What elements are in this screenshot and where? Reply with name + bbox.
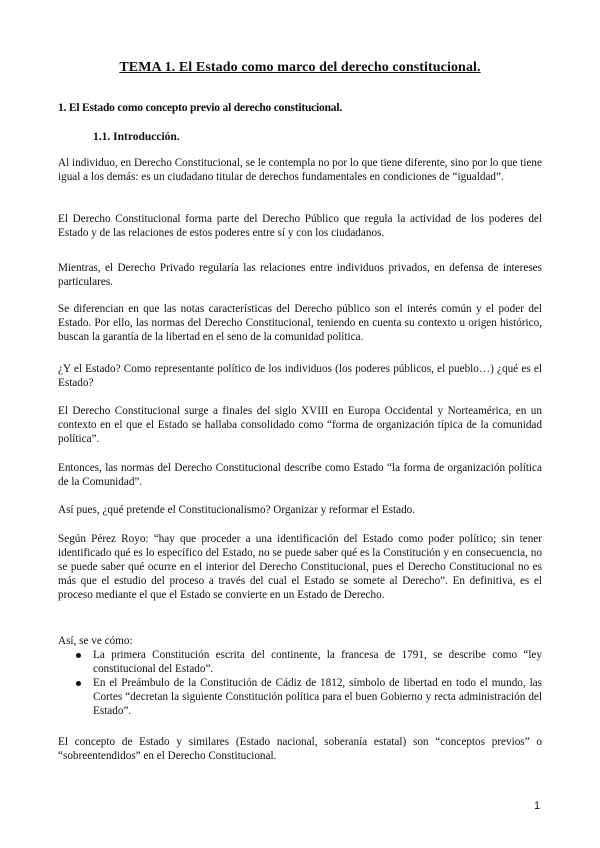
paragraph-7: Entonces, las normas del Derecho Constitucional describe como Estado “la forma de organización política de la Comunidad”. <box>58 462 542 488</box>
paragraph-2: El Derecho Constitucional forma parte del Derecho Público que regula la actividad de los poderes del Estado y de las relaciones de estos poderes entre sí y con los ciudadanos. <box>58 213 542 239</box>
bullet-list <box>58 648 542 718</box>
bullet-icon <box>76 681 81 686</box>
paragraph-10: Así, se ve cómo: <box>58 635 133 647</box>
paragraph-4: Se diferencian en que las notas características del Derecho público son el interés común y el poder del Estado. Por ello, las normas del Derecho Constitucional, teniendo en cuenta su contexto u origen histórico, buscan la garantía de la libertad en el seno de la comunidad política. <box>58 303 542 343</box>
paragraph-6: El Derecho Constitucional surge a finales del siglo XVIII en Europa Occidental y Norteamérica, en un contexto en el que el Estado se hallaba consolidado como “forma de organización típica de la comunidad política”. <box>58 405 542 445</box>
bullet-text: La primera Constitución escrita del continente, la francesa de 1791, se describe como “ley constitucional del Estado”. <box>93 649 542 675</box>
closing-paragraph: El concepto de Estado y similares (Estado nacional, soberanía estatal) son “conceptos previos” o “sobreentendidos” en el Derecho Constitucional. <box>58 736 542 762</box>
section-heading: 1. El Estado como concepto previo al derecho constitucional. <box>58 102 343 114</box>
paragraph-9: Según Pérez Royo: “hay que proceder a una identificación del Estado como poder político; sin tener identificado qué es lo específico del Estado, no se puede saber qué es la Constitución y en consecuencia, no se puede saber qué ocurre en el interior del Derecho Constitucional, pues el Derecho Constitucional no es más que el estudio del proceso a través del cual el Estado se somete al Derecho”. En definitiva, es el proceso mediante el que el Estado se convierte en un Estado de Derecho. <box>58 533 542 601</box>
bullet-text: En el Preámbulo de la Constitución de Cádiz de 1812, símbolo de libertad en todo el mundo, las Cortes “decretan la siguiente Constitución política para el buen Gobierno y recta administración del Estado”. <box>93 677 542 717</box>
document-title: TEMA 1. El Estado como marco del derecho constitucional. <box>119 60 481 75</box>
bullet-item <box>58 676 542 718</box>
paragraph-3: Mientras, el Derecho Privado regularía las relaciones entre individuos privados, en defensa de intereses particulares. <box>58 262 542 288</box>
page-number: 1 <box>534 800 541 812</box>
paragraph-8: Así pues, ¿qué pretende el Constitucionalismo? Organizar y reformar el Estado. <box>58 504 416 516</box>
paragraph-1: Al individuo, en Derecho Constitucional, se le contempla no por lo que tiene diferente, sino por lo que tiene igual a los demás: es un ciudadano titular de derechos fundamentales en condiciones de “igualdad”. <box>58 157 542 183</box>
subsection-heading: 1.1. Introducción. <box>93 131 180 143</box>
paragraph-5: ¿Y el Estado? Como representante político de los individuos (los poderes públicos, el pueblo…) ¿qué es el Estado? <box>58 363 542 389</box>
bullet-item <box>58 648 542 676</box>
bullet-icon <box>76 653 81 658</box>
